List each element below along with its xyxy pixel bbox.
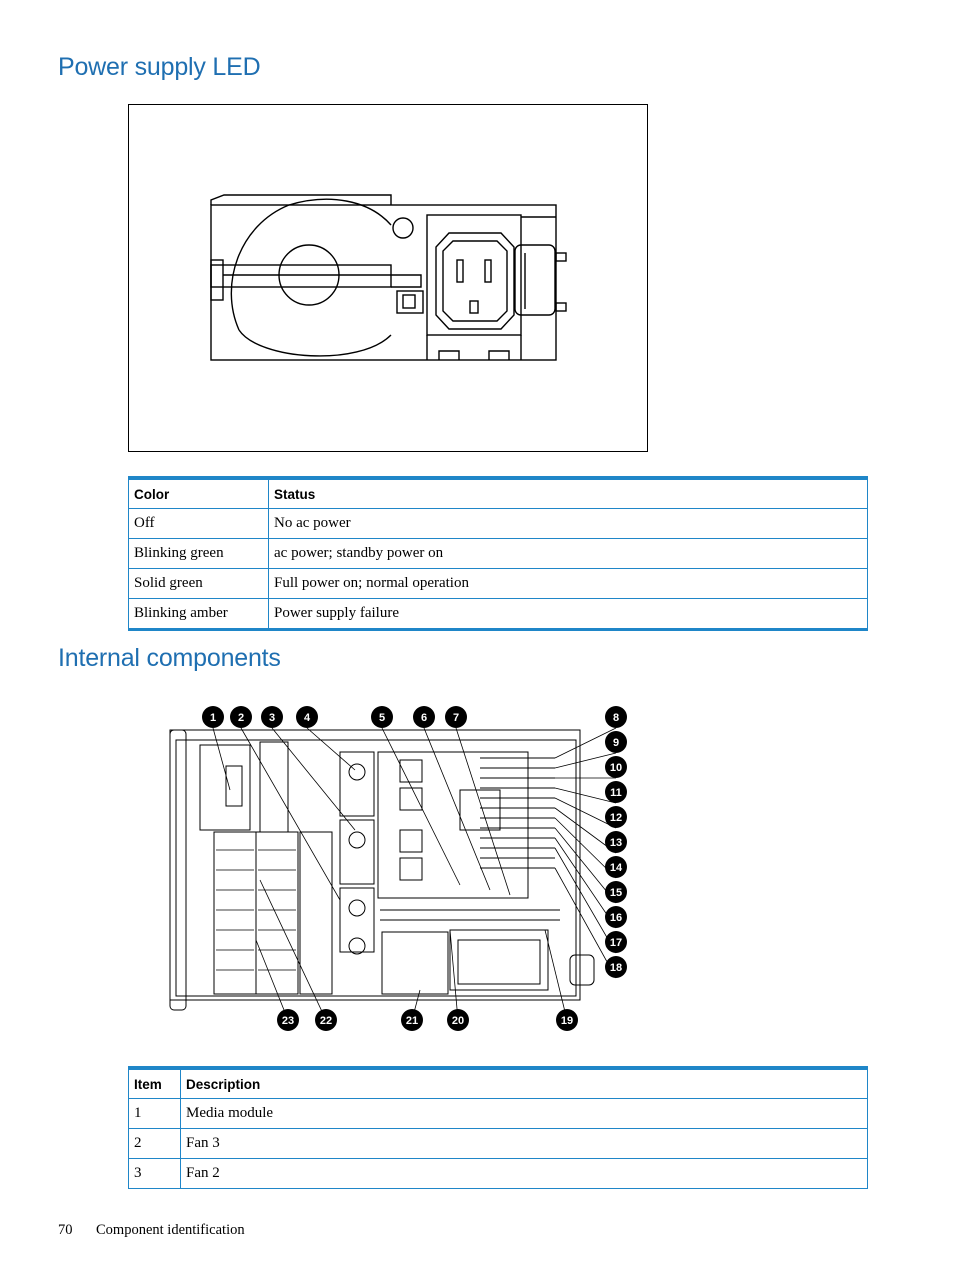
callout-17 [605,931,627,953]
callout-label: 23 [281,1015,295,1027]
cell-status: Full power on; normal operation [269,569,868,599]
callout-2 [230,706,252,728]
cell-color: Blinking green [129,539,269,569]
callout-label: 20 [451,1015,465,1027]
callout-label: 6 [420,712,428,724]
callout-label: 13 [609,837,623,849]
page-number: 70 [58,1222,73,1238]
callout-group [202,706,627,1031]
callout-label: 7 [452,712,460,724]
cell-color: Blinking amber [129,599,269,630]
callout-12 [605,806,627,828]
cell-status: Power supply failure [269,599,868,630]
callout-label: 2 [237,712,245,724]
callout-15 [605,881,627,903]
cell-color: Off [129,509,269,539]
page-footer [58,1222,245,1239]
cell-item: 3 [129,1159,181,1189]
callout-label: 15 [609,887,623,899]
callout-7 [445,706,467,728]
callout-label: 18 [609,962,623,974]
callout-11 [605,781,627,803]
callout-label: 5 [378,712,386,724]
callout-label: 22 [319,1015,333,1027]
callout-label: 3 [268,712,276,724]
callout-19 [556,1009,578,1031]
cell-item: 2 [129,1129,181,1159]
callout-5 [371,706,393,728]
callout-label: 4 [303,712,311,724]
section-title-power-supply-led: Power supply LED [58,53,261,81]
server-chassis-drawing [160,700,640,1040]
column-header-item: Item [129,1068,181,1099]
led-status-table [128,476,868,631]
column-header-description: Description [181,1068,868,1099]
callout-label: 10 [609,762,623,774]
cell-description: Fan 3 [181,1129,868,1159]
table-row [129,599,868,630]
section-title-internal-components: Internal components [58,644,281,672]
chapter-title: Component identification [96,1222,245,1238]
power-supply-illustration [128,104,648,452]
callout-6 [413,706,435,728]
power-supply-drawing [129,105,649,453]
callout-18 [605,956,627,978]
table-row [129,1159,868,1189]
callout-label: 12 [609,812,623,824]
table-row [129,1129,868,1159]
callout-20 [447,1009,469,1031]
table-header-row [129,1068,868,1099]
table-header-row [129,478,868,509]
callout-label: 17 [609,937,623,949]
table-row [129,1099,868,1129]
callout-label: 11 [610,787,622,799]
callout-21 [401,1009,423,1031]
callout-4 [296,706,318,728]
table-row [129,569,868,599]
table-row [129,539,868,569]
callout-label: 1 [209,712,217,724]
callout-label: 19 [560,1015,574,1027]
callout-16 [605,906,627,928]
callout-8 [605,706,627,728]
cell-status: No ac power [269,509,868,539]
callout-1 [202,706,224,728]
callout-label: 21 [405,1015,419,1027]
table-row [129,509,868,539]
cell-item: 1 [129,1099,181,1129]
callout-3 [261,706,283,728]
callout-22 [315,1009,337,1031]
cell-description: Media module [181,1099,868,1129]
callout-label: 14 [609,862,623,874]
callout-9 [605,731,627,753]
column-header-status: Status [269,478,868,509]
callout-label: 8 [612,712,620,724]
internal-components-illustration [160,700,640,1040]
callout-10 [605,756,627,778]
cell-color: Solid green [129,569,269,599]
callout-23 [277,1009,299,1031]
cell-description: Fan 2 [181,1159,868,1189]
components-table [128,1066,868,1189]
cell-status: ac power; standby power on [269,539,868,569]
callout-13 [605,831,627,853]
callout-14 [605,856,627,878]
callout-label: 9 [612,737,620,749]
column-header-color: Color [129,478,269,509]
callout-label: 16 [609,912,623,924]
